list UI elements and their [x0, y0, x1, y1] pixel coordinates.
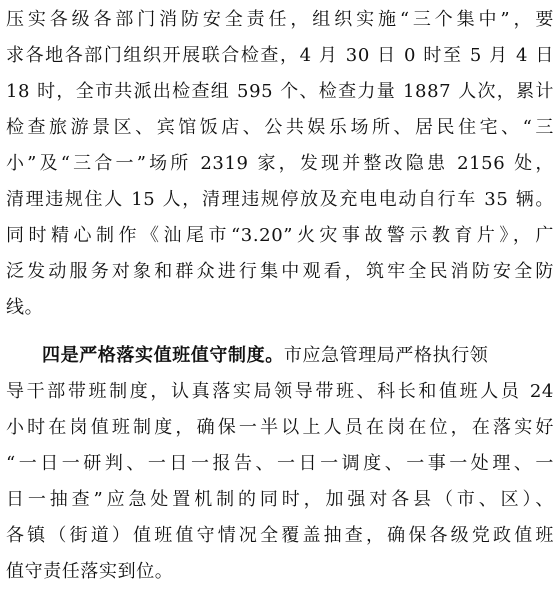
paragraph2-first-line	[42, 336, 554, 376]
paragraph1-line: 18 时，全市共派出检查组 595 个、检查力量 1887 人次，累计	[6, 81, 554, 102]
paragraph1-line: 求各地各部门组织开展联合检查，4 月 30 日 0 时至 5 月 4 日	[6, 45, 554, 66]
paragraph1-line: 同时精心制作《汕尾市“3.20”火灾事故警示教育片》，广	[6, 225, 554, 246]
paragraph1-line: 小”及“三合一”场所 2319 家，发现并整改隐患 2156 处，	[6, 153, 554, 174]
paragraph2-line-rest: 市应急管理局严格执行领	[283, 345, 489, 366]
paragraph2-line: 值守责任落实到位。	[6, 561, 174, 582]
paragraph1-line: 压实各级各部门消防安全责任，组织实施“三个集中”，要	[6, 9, 554, 30]
paragraph1-line: 清理违规住人 15 人，清理违规停放及充电电动自行车 35 辆。	[6, 189, 554, 210]
paragraph1-line: 线。	[6, 297, 44, 318]
paragraph2-line: “一日一研判、一日一报告、一日一调度、一事一处理、一	[6, 453, 554, 474]
paragraph2-line: 日一抽查”应急处置机制的同时，加强对各县（市、区）、	[6, 489, 554, 510]
paragraph2-line: 导干部带班制度，认真落实局领导带班、科长和值班人员 24	[6, 381, 554, 402]
paragraph2-line: 小时在岗值班制度，确保一半以上人员在岗在位，在落实好	[6, 417, 554, 438]
paragraph2-line: 各镇（街道）值班值守情况全覆盖抽查，确保各级党政值班	[6, 525, 554, 546]
paragraph1-line: 泛发动服务对象和群众进行集中观看，筑牢全民消防安全防	[6, 261, 554, 282]
section-heading: 四是严格落实值班值守制度。	[42, 345, 284, 366]
paragraph1-line: 检查旅游景区、宾馆饭店、公共娱乐场所、居民住宅、“三	[6, 117, 554, 138]
